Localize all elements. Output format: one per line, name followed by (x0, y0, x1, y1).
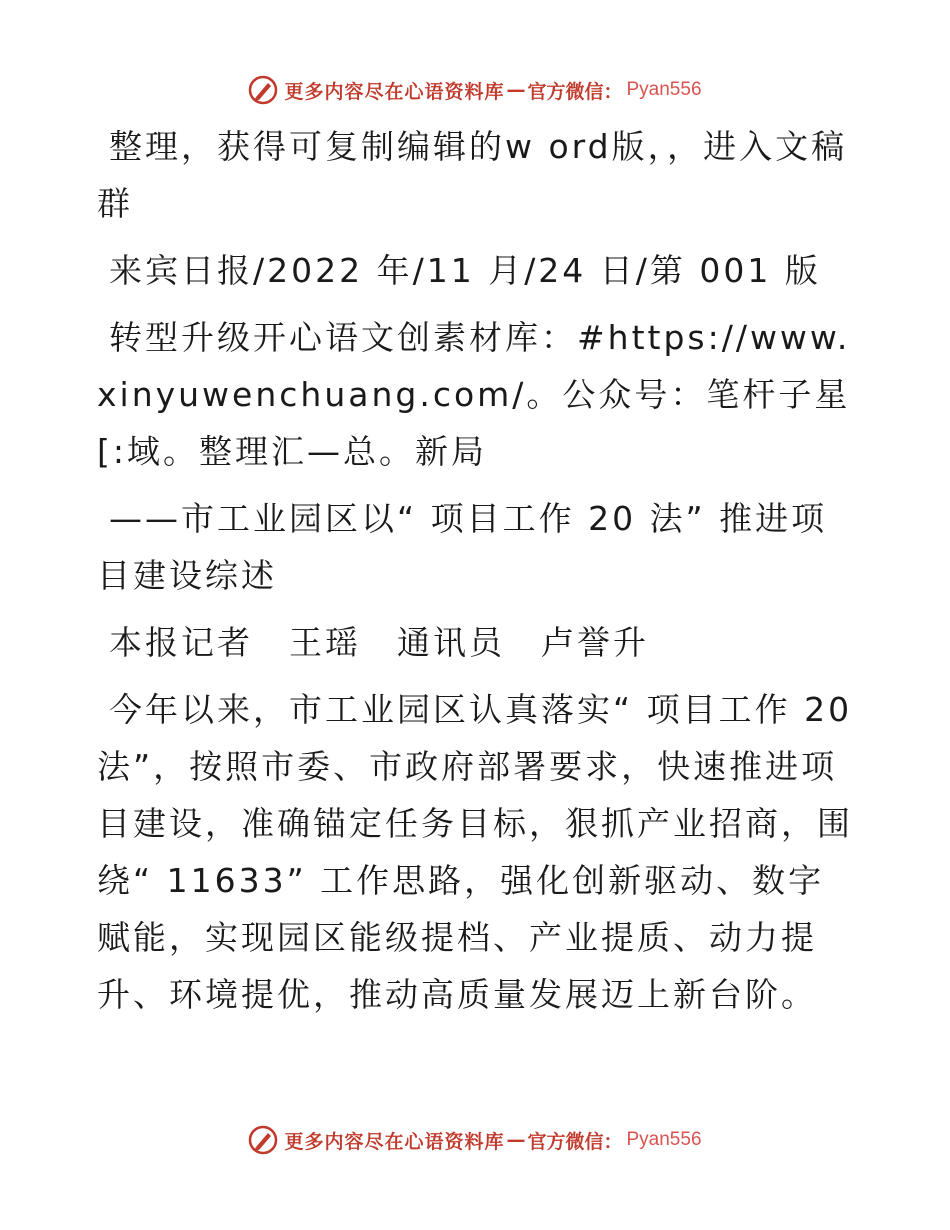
banner-separator: — (506, 79, 526, 101)
banner-wechat-id: Pyan556 (626, 79, 702, 100)
header-watermark-banner (0, 70, 950, 110)
document-body (97, 118, 857, 1033)
footer-watermark-banner (0, 1120, 950, 1160)
banner-wechat-label: 官方微信： (527, 1130, 623, 1153)
paragraph-subtitle: ——市工业园区以“ 项目工作 20 法” 推进项目建设综述 (97, 499, 828, 595)
paragraph-source: 来宾日报/2022 年/11 月/24 日/第 001 版 (109, 251, 821, 290)
pen-logo-icon (248, 1125, 278, 1155)
banner-wechat-id: Pyan556 (626, 1129, 702, 1150)
paragraph-promo: 转型升级开心语文创素材库：#https://www.xinyuwenchuang.com/。公众号：笔杆子星[:域。整理汇—总。新局 (97, 318, 851, 471)
banner-text: 更多内容尽在心语资料库 (284, 80, 505, 103)
banner-text: 更多内容尽在心语资料库 (284, 1130, 505, 1153)
paragraph-byline: 本报记者 王瑶 通讯员 卢誉升 (109, 623, 649, 662)
banner-separator: — (506, 1129, 526, 1151)
pen-logo-icon (248, 75, 278, 105)
paragraph-body: 今年以来，市工业园区认真落实“ 项目工作 20 法”，按照市委、市政府部署要求，快速推进项目建设，准确锚定任务目标，狠抓产业招商，围绕“ 11633” 工作思路，强化创新驱动、数字赋能，实现园区能级提档、产业提质、动力提升、环境提优，推动高质量发展迈上新台阶。 (97, 690, 853, 1014)
paragraph-intro: 整理，获得可复制编辑的w ord版，，进入文稿群 (97, 127, 848, 223)
banner-wechat-label: 官方微信： (527, 80, 623, 103)
